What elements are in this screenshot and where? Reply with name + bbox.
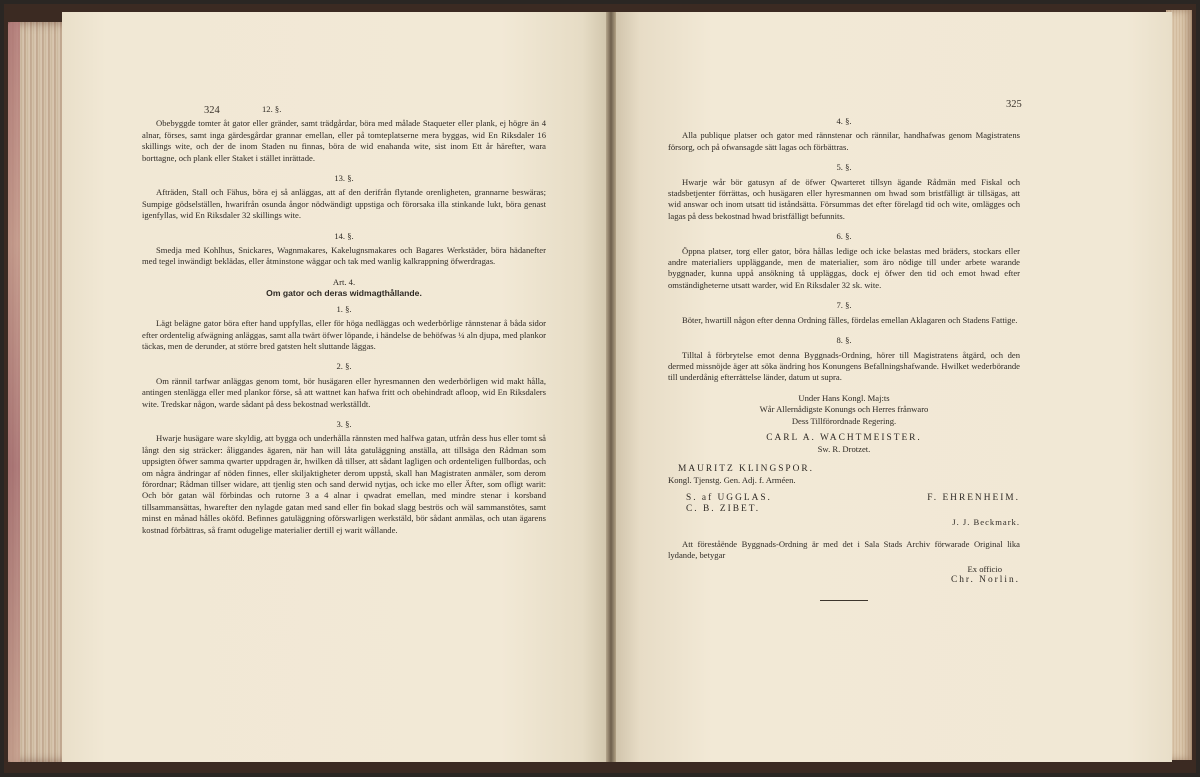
section-heading: 1. §. — [336, 303, 352, 314]
article-title: Om gator och deras widmagthållande. — [266, 288, 422, 299]
section-paragraph: Öppna platser, torg eller gator, böra hållas ledige och icke belastas med bräders, stockars eller andre materialiers uppläggande, men de materialier, som äro nödige till under arbete warande byggnader, kunna uppå ansökning tå uppläggas, dock ej öfwer den tid och emot hwad efter omständigheterne utsatt warder, wid En Riksdaler 32 sk. wite. — [668, 245, 1020, 290]
section-paragraph: Böter, hwartill någon efter denna Ordning fälles, fördelas emellan Aklagaren och Stadens Fattige. — [682, 314, 1018, 325]
left-page-text — [142, 104, 546, 545]
section-heading: 7. §. — [836, 300, 852, 311]
signer-klingspor: MAURITZ KLINGSPOR. — [678, 463, 815, 474]
signer-ehrenheim: F. EHRENHEIM. — [927, 492, 1020, 503]
section-heading: 4. §. — [836, 116, 852, 126]
section-paragraph: Tilltal å förbrytelse emot denna Byggnads-Ordning, hörer till Magistratens åtgärd, och den dermed missnöjde äger att söka ändring hos Konungens Befallningshafwande. Hwilket wederbörande till underdånig efterrättelse länder, datum ut supra. — [668, 349, 1020, 383]
section-heading: 5. §. — [836, 162, 852, 173]
signer-main-title: Sw. R. Drotzet. — [817, 444, 871, 455]
section-paragraph: Obebyggde tomter åt gator eller gränder, samt trädgårdar, böra med målade Staqueter eller plank, ej högre än 4 alnar, förses, samt inga gärdesgårdar grannar emellan, eller på tomteplatserne mera byggas, wid En Riksdaler 16 skillings wite, och der de inom Staden nu finnas, böra de wid enahanda wite, sist inom Ett år härefter, wara borttagne, och plank eller Staket i stället inrättade. — [142, 118, 546, 163]
section-heading: 6. §. — [836, 231, 852, 242]
signer-main: CARL A. WACHTMEISTER. — [766, 432, 922, 443]
signer-zibet: C. B. ZIBET. — [686, 503, 761, 514]
section-heading: 8. §. — [836, 335, 852, 346]
signer-row — [668, 493, 1020, 504]
section-heading: 14. §. — [334, 230, 354, 241]
ex-officio: Ex officio — [967, 563, 1002, 574]
section-paragraph: Alla publique platser och gator med rännstenar och rännilar, handhafwas genom Magistratens försorg, och på ofwansagde sätt lagas och förbättras. — [668, 130, 1020, 152]
signer-norlin: Chr. Norlin. — [950, 575, 1020, 585]
section-heading: 2. §. — [336, 361, 352, 372]
section-paragraph: Smedja med Kohlhus, Snickares, Wagnmakares, Kakelugnsmakares och Bagares Werkstäder, böra hädanefter med tegel inwändigt beklädas, eller åtminstone wäggar och tak med wanlig kalkrappning öfwerdragas. — [142, 245, 546, 267]
section-heading: 13. §. — [334, 173, 354, 184]
section-paragraph: Om rännil tarfwar anläggas genom tomt, bör husägaren eller hyresmannen den wederbörligen wid makt hålla, antingen stenlägga eller med plankor förse, så att wattnet kan hafwa fritt och obehindradt afloop, wid En Riksdalers wite. Tredskar någon, warde sådant på dess bekostnad werkställdt. — [142, 375, 546, 409]
section-paragraph: Hwarje wår bör gatusyn af de öfwer Qwarteret tillsyn ägande Rådmän med Fiskal och stadsbetjenter förrättas, och husägaren eller hyresmannen om hwad som bristfälligt är tillsägas, att wid answar och inom utsatt tid iståndsätta. Försummas det efter förelagd tid och wite, omlägges och lagas på dess bekostnad hwad bristfälligt befunnits. — [668, 176, 1020, 221]
section-heading: 12. §. — [262, 104, 282, 114]
book-gutter — [606, 12, 616, 762]
authority-line: Wår Allernådigste Konungs och Herres frånwaro — [759, 404, 929, 415]
page-number-right: 325 — [1006, 99, 1022, 110]
signer-klingspor-title: Kongl. Tjenstg. Gen. Adj. f. Arméen. — [668, 475, 796, 486]
article-number: Art. 4. — [332, 276, 356, 287]
section-paragraph: Hwarje husägare ware skyldig, att bygga och underhålla rännsten med halfwa gatan, utfrån dess hus eller tomt så långt den sig sträcker: åliggandes ägaren, när han will låta gatuläggning anställa, att tillsäga den Rådman som uppsigten öfwer samma qwarter uppdragen är, hwilken då tillser, att sådant lagligen och ordenteligen fullbordas, och om några ändringar af nöden finnes, eller skiljaktigheter derom uppstå, skall han Magistraten anmäler, som derom förordnar; Rådman tillser widare, att tjenlig sten och sand derwid nytjas, och icke mo eller Äfter, som ofligt warit: Och bör gatan wäl förbindas och rutorne 3 a 4 alnar i qwadrat emellan, med mindre stenar i korsband tillsammansättas, hwarefter den nylagde gatan med sand eller fin bokad slagg beströs och wäl sammanstötes, samt minst en månad hålles oköfd. Befinnes gatuläggning oförswarligen werkstäld, bör sådant anmälas, och utan ägarens kostnad förbättras, så framt odugelige materialier dertill ej warit wållande. — [142, 433, 546, 535]
attestation-text: Att föreståënde Byggnads-Ordning är med det i Sala Stads Archiv förwarade Original lika lydande, betygar — [668, 538, 1020, 561]
authority-line: Dess Tillförordnade Regering. — [791, 415, 897, 426]
page-number-left: 324 — [204, 105, 220, 116]
page-edges-left — [8, 22, 64, 762]
right-page-text — [668, 100, 1020, 601]
section-paragraph: Lägt belägne gator böra efter hand uppfyllas, eller för höga nedläggas och wederbörlige rännstenar å båda sidor efter ordentelig afwägning anläggas, samt alla twärt öfwer löpande, i händelse de behöfwas ¼ aln djupa, med plankor täckas, men de derunder, at större bred gatsten helt sluttande läggas. — [142, 318, 547, 351]
section-heading: 3. §. — [336, 418, 352, 429]
section-paragraph: Afträden, Stall och Fähus, böra ej så anläggas, att af den derifrån flytande orenligheten, grannarne beswäras; Sumpige gödselställen, hwarifrån osunda ångor nödwändigt uppstiga och förorsaka illa stinkande lukt, böra genast igenfyllas, wid En Riksdaler 32 skillings wite. — [142, 187, 546, 221]
signer-beckmark: J. J. Beckmark. — [952, 517, 1020, 528]
closing-rule — [820, 600, 868, 601]
signer-ugglas: S. af UGGLAS. — [686, 492, 772, 503]
authority-line: Under Hans Kongl. Maj:ts — [798, 392, 890, 403]
